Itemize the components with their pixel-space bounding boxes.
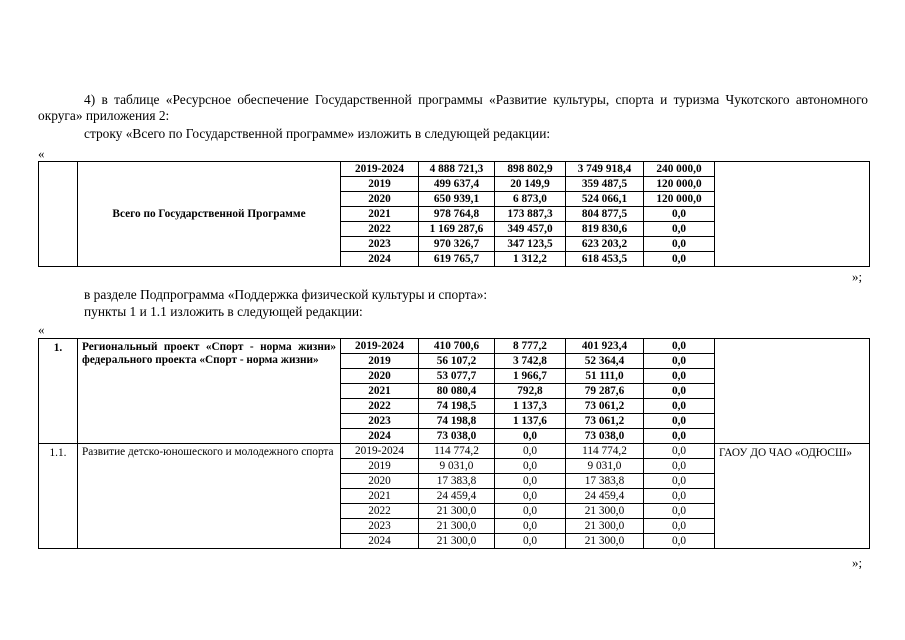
total-cell: 21 300,0	[419, 504, 495, 519]
year-cell: 2019-2024	[341, 162, 419, 177]
table-row	[39, 444, 870, 459]
total-cell: 9 031,0	[419, 459, 495, 474]
table-row	[39, 339, 870, 354]
intro-line-1: 4) в таблице «Ресурсное обеспечение Государственной программы «Развитие культуры, спорта и туризма Чукотского автономного округа» приложения 2:	[38, 92, 868, 123]
total-cell: 73 038,0	[419, 429, 495, 444]
year-cell: 2020	[341, 369, 419, 384]
item-number	[39, 162, 78, 267]
total-cell: 56 107,2	[419, 354, 495, 369]
federal-budget-cell: 0,0	[495, 474, 566, 489]
year-cell: 2023	[341, 519, 419, 534]
other-sources-cell: 0,0	[644, 354, 715, 369]
year-cell: 2019	[341, 459, 419, 474]
federal-budget-cell: 173 887,3	[495, 207, 566, 222]
year-cell: 2021	[341, 489, 419, 504]
year-cell: 2019	[341, 354, 419, 369]
federal-budget-cell: 0,0	[495, 504, 566, 519]
regional-budget-cell: 73 061,2	[566, 414, 644, 429]
year-cell: 2022	[341, 504, 419, 519]
executor-cell: ГАОУ ДО ЧАО «ОДЮСШ»	[715, 444, 870, 549]
regional-budget-cell: 73 038,0	[566, 429, 644, 444]
other-sources-cell: 0,0	[644, 459, 715, 474]
regional-budget-cell: 24 459,4	[566, 489, 644, 504]
federal-budget-cell: 898 802,9	[495, 162, 566, 177]
federal-budget-cell: 0,0	[495, 519, 566, 534]
regional-budget-cell: 21 300,0	[566, 519, 644, 534]
federal-budget-cell: 0,0	[495, 429, 566, 444]
federal-budget-cell: 347 123,5	[495, 237, 566, 252]
total-cell: 650 939,1	[419, 192, 495, 207]
federal-budget-cell: 349 457,0	[495, 222, 566, 237]
regional-budget-cell: 804 877,5	[566, 207, 644, 222]
other-sources-cell: 0,0	[644, 384, 715, 399]
regional-budget-cell: 359 487,5	[566, 177, 644, 192]
total-cell: 4 888 721,3	[419, 162, 495, 177]
item-number: 1.	[39, 339, 78, 444]
federal-budget-cell: 20 149,9	[495, 177, 566, 192]
regional-budget-cell: 52 364,4	[566, 354, 644, 369]
total-cell: 80 080,4	[419, 384, 495, 399]
other-sources-cell: 0,0	[644, 207, 715, 222]
total-cell: 619 765,7	[419, 252, 495, 267]
year-cell: 2024	[341, 429, 419, 444]
total-cell: 21 300,0	[419, 534, 495, 549]
total-cell: 53 077,7	[419, 369, 495, 384]
item-label: Развитие детско-юношеского и молодежного спорта	[78, 444, 341, 549]
regional-budget-cell: 17 383,8	[566, 474, 644, 489]
regional-budget-cell: 51 111,0	[566, 369, 644, 384]
regional-budget-cell: 524 066,1	[566, 192, 644, 207]
year-cell: 2024	[341, 534, 419, 549]
regional-budget-cell: 401 923,4	[566, 339, 644, 354]
total-cell: 21 300,0	[419, 519, 495, 534]
year-cell: 2021	[341, 207, 419, 222]
federal-budget-cell: 8 777,2	[495, 339, 566, 354]
intro-paragraph	[38, 92, 868, 124]
federal-budget-cell: 0,0	[495, 534, 566, 549]
year-cell: 2023	[341, 414, 419, 429]
total-cell: 74 198,5	[419, 399, 495, 414]
year-cell: 2020	[341, 192, 419, 207]
year-cell: 2021	[341, 384, 419, 399]
other-sources-cell: 0,0	[644, 369, 715, 384]
total-cell: 17 383,8	[419, 474, 495, 489]
federal-budget-cell: 1 137,6	[495, 414, 566, 429]
federal-budget-cell: 1 312,2	[495, 252, 566, 267]
year-cell: 2023	[341, 237, 419, 252]
resource-table-subprogram	[38, 338, 870, 549]
regional-budget-cell: 623 203,2	[566, 237, 644, 252]
quote-close-2: »;	[852, 555, 863, 570]
federal-budget-cell: 0,0	[495, 489, 566, 504]
section-instruction: пункты 1 и 1.1 изложить в следующей редакции:	[84, 304, 363, 319]
regional-budget-cell: 21 300,0	[566, 534, 644, 549]
other-sources-cell: 0,0	[644, 399, 715, 414]
executor-cell	[715, 339, 870, 444]
other-sources-cell: 240 000,0	[644, 162, 715, 177]
year-cell: 2019-2024	[341, 444, 419, 459]
year-cell: 2020	[341, 474, 419, 489]
other-sources-cell: 0,0	[644, 534, 715, 549]
intro-instruction: строку «Всего по Государственной программе» изложить в следующей редакции:	[84, 126, 551, 141]
year-cell: 2024	[341, 252, 419, 267]
regional-budget-cell: 114 774,2	[566, 444, 644, 459]
item-number: 1.1.	[39, 444, 78, 549]
regional-budget-cell: 21 300,0	[566, 504, 644, 519]
other-sources-cell: 0,0	[644, 414, 715, 429]
year-cell: 2019	[341, 177, 419, 192]
quote-open-2: «	[38, 322, 45, 337]
item-label: Региональный проект «Спорт - норма жизни» федерального проекта «Спорт - норма жизни»	[78, 339, 341, 444]
other-sources-cell: 120 000,0	[644, 177, 715, 192]
regional-budget-cell: 819 830,6	[566, 222, 644, 237]
other-sources-cell: 0,0	[644, 474, 715, 489]
quote-open-1: «	[38, 146, 45, 161]
other-sources-cell: 0,0	[644, 504, 715, 519]
total-cell: 24 459,4	[419, 489, 495, 504]
federal-budget-cell: 1 137,3	[495, 399, 566, 414]
other-sources-cell: 0,0	[644, 444, 715, 459]
total-cell: 1 169 287,6	[419, 222, 495, 237]
federal-budget-cell: 792,8	[495, 384, 566, 399]
year-cell: 2022	[341, 399, 419, 414]
total-cell: 499 637,4	[419, 177, 495, 192]
table-row	[39, 162, 870, 177]
other-sources-cell: 0,0	[644, 252, 715, 267]
total-cell: 74 198,8	[419, 414, 495, 429]
total-cell: 410 700,6	[419, 339, 495, 354]
other-sources-cell: 0,0	[644, 237, 715, 252]
total-cell: 970 326,7	[419, 237, 495, 252]
resource-table-total	[38, 161, 870, 267]
other-sources-cell: 0,0	[644, 519, 715, 534]
other-sources-cell: 0,0	[644, 222, 715, 237]
regional-budget-cell: 73 061,2	[566, 399, 644, 414]
federal-budget-cell: 3 742,8	[495, 354, 566, 369]
federal-budget-cell: 0,0	[495, 444, 566, 459]
total-cell: 114 774,2	[419, 444, 495, 459]
year-cell: 2022	[341, 222, 419, 237]
federal-budget-cell: 6 873,0	[495, 192, 566, 207]
federal-budget-cell: 1 966,7	[495, 369, 566, 384]
federal-budget-cell: 0,0	[495, 459, 566, 474]
regional-budget-cell: 3 749 918,4	[566, 162, 644, 177]
regional-budget-cell: 79 287,6	[566, 384, 644, 399]
item-label: Всего по Государственной Программе	[78, 162, 341, 267]
section-title: в разделе Подпрограмма «Поддержка физической культуры и спорта»:	[84, 287, 488, 302]
regional-budget-cell: 9 031,0	[566, 459, 644, 474]
other-sources-cell: 0,0	[644, 339, 715, 354]
executor-cell	[715, 162, 870, 267]
other-sources-cell: 0,0	[644, 429, 715, 444]
regional-budget-cell: 618 453,5	[566, 252, 644, 267]
total-cell: 978 764,8	[419, 207, 495, 222]
quote-close-1: »;	[852, 269, 863, 284]
other-sources-cell: 120 000,0	[644, 192, 715, 207]
other-sources-cell: 0,0	[644, 489, 715, 504]
year-cell: 2019-2024	[341, 339, 419, 354]
